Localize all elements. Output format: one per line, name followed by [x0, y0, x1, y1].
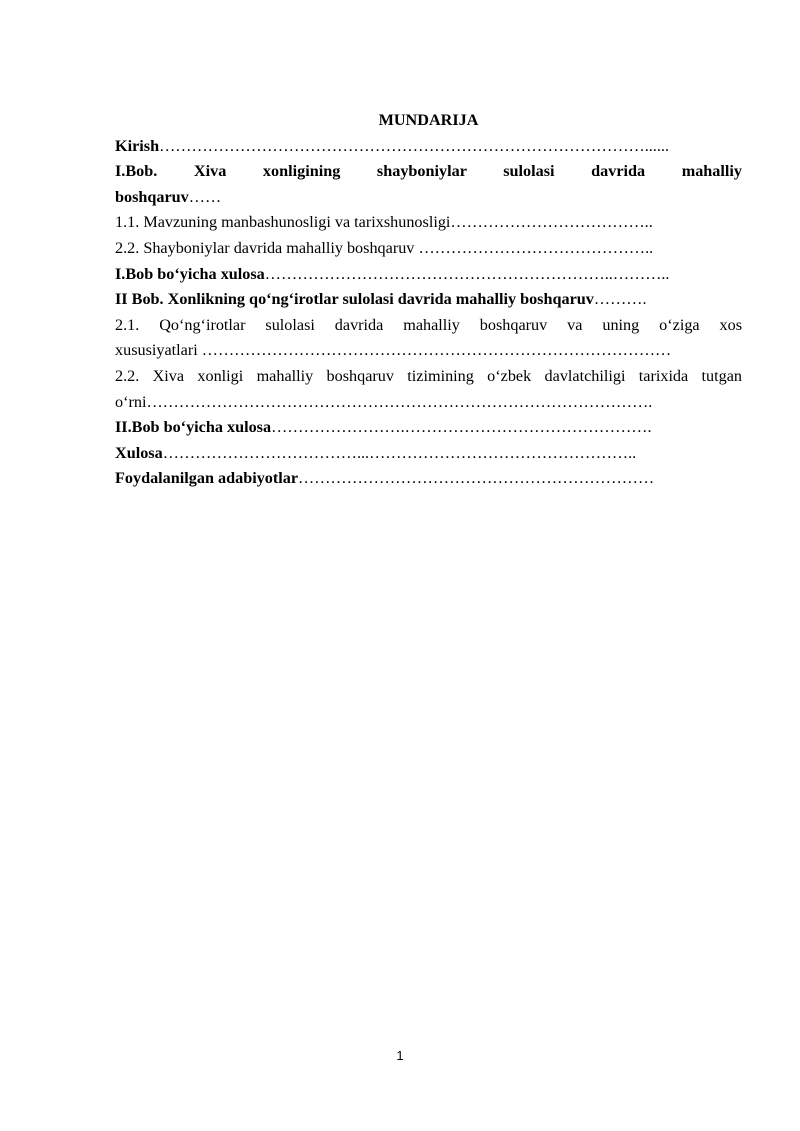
toc-entry-1-1: [115, 210, 742, 236]
toc-entry-2-1-line1: 2.1. Qo‘ng‘irotlar sulolasi davrida mahalliy boshqaruv va uning o‘ziga xos: [115, 315, 742, 334]
toc-entry-label: I.Bob bo‘yicha xulosa: [115, 264, 265, 283]
toc-entry-label: Kirish: [115, 136, 160, 155]
toc-entry-2-2-xiva-line2: [115, 390, 742, 416]
toc-leader-dots: …………………………………………………………: [298, 469, 655, 488]
toc-leader-dots: ………………………………...…………………………………………..: [162, 443, 637, 462]
toc-entry-label: II.Bob bo‘yicha xulosa: [115, 418, 272, 437]
toc-entry-bob2: [115, 287, 742, 313]
toc-entry-label: o‘rni: [115, 392, 147, 411]
toc-entry-2-2-shayboniylar: [115, 236, 742, 262]
toc-entry-label: xususiyatlari: [115, 341, 202, 360]
toc-entry-2-1-line2: [115, 338, 742, 364]
toc-entry-2-2-xiva-line1: 2.2. Xiva xonligi mahalliy boshqaruv tizimining o‘zbek davlatchiligi tarixida tutgan: [115, 366, 742, 385]
toc-entry-label: boshqaruv: [115, 187, 189, 206]
toc-entry-label: 2.2. Shayboniylar davrida mahalliy boshqaruv: [115, 238, 419, 257]
toc-leader-dots: ……….: [593, 290, 647, 309]
toc-entry-label: 1.1. Mavzuning manbashunosligi va tarixshunosligi: [115, 213, 451, 232]
toc-entry-bob1-xulosa: [115, 262, 742, 288]
toc-entry-kirish: [115, 134, 742, 160]
toc-leader-dots: …………………….……………………………………….: [271, 418, 652, 437]
toc-entry-bob1-line2: [115, 185, 742, 211]
toc-leader-dots: ………………………………..: [450, 213, 653, 232]
toc-entry-adabiyotlar: [115, 466, 742, 492]
toc-leader-dots: ………………………………………………………………………………......: [159, 136, 669, 155]
toc-leader-dots: ……………………………………………………………………………: [201, 341, 672, 360]
toc-entry-label: Foydalanilgan adabiyotlar: [115, 469, 299, 488]
toc-leader-dots: ………………………………………………………..………..: [264, 264, 670, 283]
toc-entry-label: Xulosa: [115, 443, 163, 462]
table-of-contents: [115, 108, 742, 492]
toc-leader-dots: ………………………………………………………………………………….: [146, 392, 653, 411]
toc-leader-dots: ……………………………………..: [418, 238, 654, 257]
toc-entry-bob2-xulosa: [115, 415, 742, 441]
page-number: 1: [396, 1048, 404, 1063]
toc-entry-label: II Bob. Xonlikning qo‘ng‘irotlar sulolasi davrida mahalliy boshqaruv: [115, 290, 594, 309]
toc-title: MUNDARIJA: [378, 111, 479, 129]
toc-leader-dots: ……: [188, 187, 222, 206]
toc-entry-xulosa: [115, 441, 742, 467]
toc-entry-bob1-line1: I.Bob. Xiva xonligining shayboniylar sulolasi davrida mahalliy: [115, 162, 742, 181]
